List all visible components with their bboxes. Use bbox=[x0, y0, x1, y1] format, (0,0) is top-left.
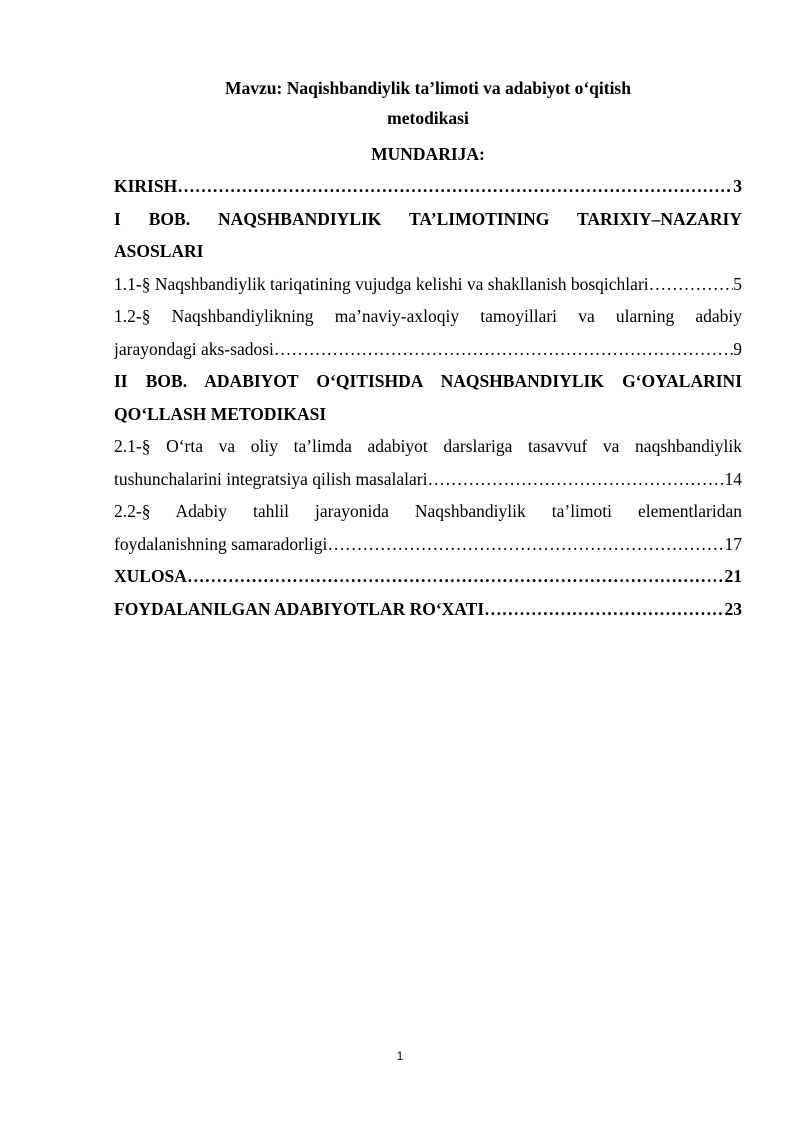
toc-leader-dots bbox=[187, 560, 725, 593]
page-number: 1 bbox=[396, 1049, 404, 1063]
toc-chapter-2-line-1[interactable]: II BOB. ADABIYOT O‘QITISHDA NAQSHBANDIYLIK G‘OYALARINI bbox=[114, 371, 742, 391]
toc-entry-section-1-2[interactable] bbox=[114, 333, 742, 366]
toc-page-number: 17 bbox=[724, 533, 742, 554]
toc-entry-label: jarayondagi aks-sadosi bbox=[114, 338, 274, 359]
toc-entry-section-2-1[interactable] bbox=[114, 463, 742, 496]
toc-entry-conclusion[interactable] bbox=[114, 560, 742, 593]
toc-entry-label: KIRISH bbox=[114, 176, 178, 196]
table-of-contents bbox=[114, 170, 742, 625]
toc-entry-label: foydalanishning samaradorligi bbox=[114, 533, 328, 554]
toc-page-number: 9 bbox=[733, 338, 742, 359]
contents-heading: MUNDARIJA: bbox=[371, 144, 485, 164]
toc-section-2-1-line-1[interactable]: 2.1-§ O‘rta va oliy ta’limda adabiyot darslariga tasavvuf va naqshbandiylik bbox=[114, 436, 742, 456]
toc-entry-section-1-1[interactable] bbox=[114, 268, 742, 301]
document-title-line-2: metodikasi bbox=[387, 108, 469, 128]
toc-leader-dots bbox=[274, 333, 733, 366]
toc-page-number: 21 bbox=[724, 566, 742, 586]
toc-leader-dots bbox=[649, 268, 734, 301]
toc-chapter-2-line-2[interactable]: QO‘LLASH METODIKASI bbox=[114, 403, 327, 424]
toc-page-number: 23 bbox=[724, 598, 742, 619]
toc-chapter-1-line-2[interactable]: ASOSLARI bbox=[114, 241, 204, 261]
document-title-line-1: Mavzu: Naqishbandiylik ta’limoti va adabiyot o‘qitish bbox=[225, 78, 631, 98]
toc-leader-dots bbox=[327, 528, 724, 561]
toc-chapter-1-line-1[interactable]: I BOB. NAQSHBANDIYLIK TA’LIMOTINING TARIXIY–NAZARIY bbox=[114, 208, 742, 229]
toc-section-1-2-line-1[interactable]: 1.2-§ Naqshbandiylikning ma’naviy-axloqiy tamoyillari va ularning adabiy bbox=[114, 306, 742, 326]
toc-page-number: 3 bbox=[733, 176, 742, 196]
toc-entry-label: FOYDALANILGAN ADABIYOTLAR RO‘XATI bbox=[114, 598, 485, 619]
toc-section-2-2-line-1[interactable]: 2.2-§ Adabiy tahlil jarayonida Naqshbandiylik ta’limoti elementlaridan bbox=[114, 501, 742, 521]
toc-entry-label: tushunchalarini integratsiya qilish masalalari bbox=[114, 468, 428, 489]
toc-entry-intro[interactable] bbox=[114, 170, 742, 203]
toc-entry-label: 1.1-§ Naqshbandiylik tariqatining vujudga kelishi va shakllanish bosqichlari bbox=[114, 273, 649, 294]
toc-entry-section-2-2[interactable] bbox=[114, 528, 742, 561]
toc-leader-dots bbox=[177, 170, 733, 203]
toc-leader-dots bbox=[427, 463, 724, 496]
toc-page-number: 5 bbox=[733, 273, 742, 294]
toc-entry-references[interactable] bbox=[114, 593, 742, 626]
toc-leader-dots bbox=[484, 593, 724, 626]
toc-entry-label: XULOSA bbox=[114, 566, 187, 586]
toc-page-number: 14 bbox=[724, 468, 742, 489]
